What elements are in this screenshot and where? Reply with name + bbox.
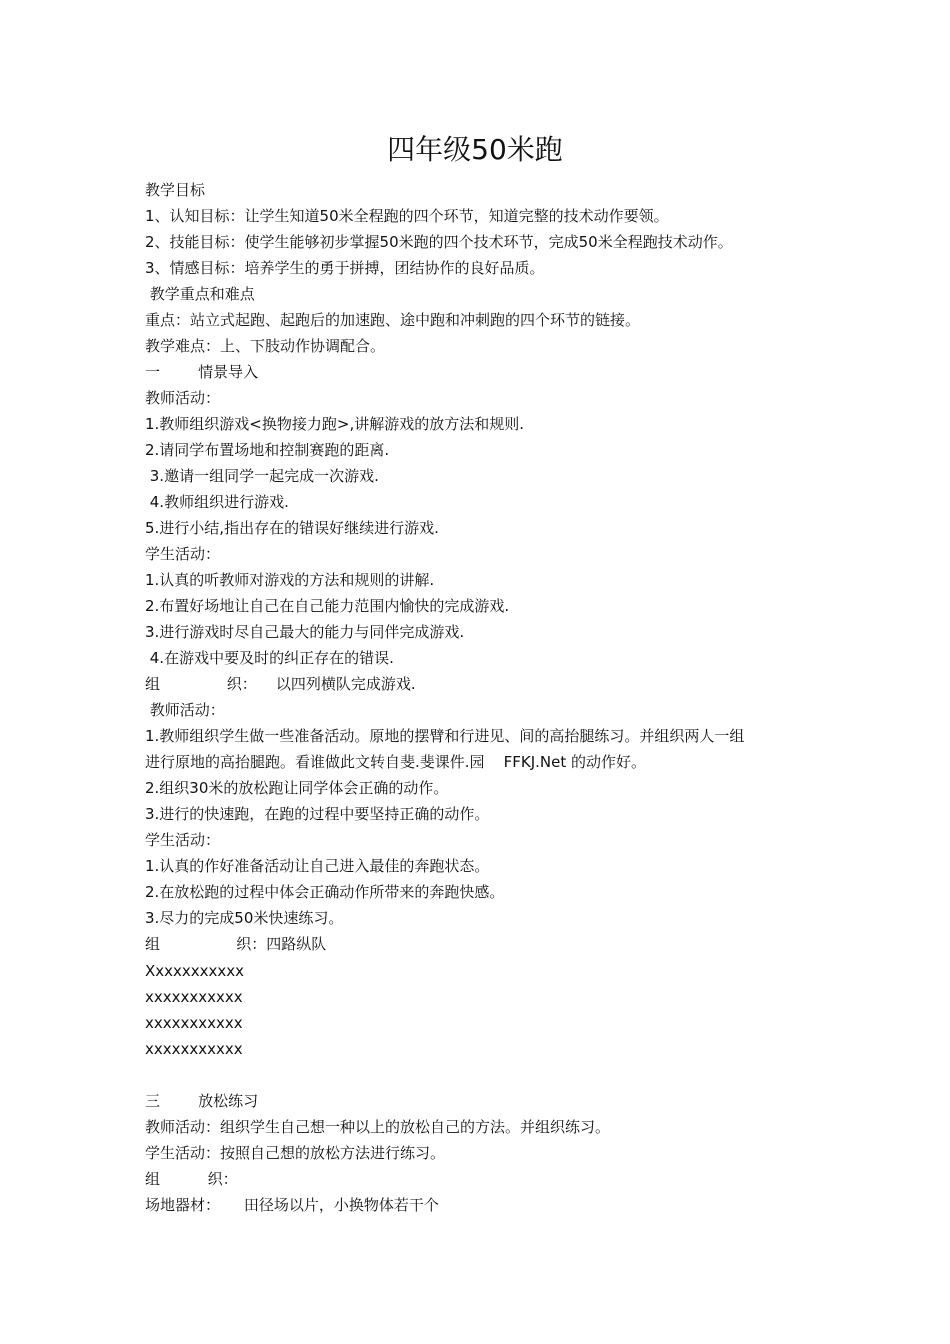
text-line: 1.认真的作好准备活动让自己进入最佳的奔跑状态。 bbox=[145, 857, 490, 875]
text-line: 组 织：四路纵队 bbox=[145, 935, 327, 953]
text-line: 2.请同学布置场地和控制赛跑的距离. bbox=[145, 441, 390, 459]
formation-row: xxxxxxxxxxx bbox=[145, 1014, 243, 1032]
formation-row: xxxxxxxxxxx bbox=[145, 1040, 243, 1058]
text-line: 学生活动： bbox=[145, 545, 221, 563]
text-line: 2.在放松跑的过程中体会正确动作所带来的奔跑快感。 bbox=[145, 883, 505, 901]
text-line: 场地器材： 田径场以片，小换物体若干个 bbox=[145, 1196, 439, 1214]
text-line: 1、认知目标：让学生知道50米全程跑的四个环节，知道完整的技术动作要领。 bbox=[145, 207, 669, 225]
section-heading: 一 情景导入 bbox=[145, 363, 259, 381]
text-line: 重点：站立式起跑、起跑后的加速跑、途中跑和冲刺跑的四个环节的链接。 bbox=[145, 311, 641, 329]
text-line: 学生活动： bbox=[145, 831, 221, 849]
text-line: 3.尽力的完成50米快速练习。 bbox=[145, 909, 344, 927]
text-line: 教学难点：上、下肢动作协调配合。 bbox=[145, 337, 386, 355]
text-line: 3.进行的快速跑，在跑的过程中要坚持正确的动作。 bbox=[145, 805, 490, 823]
text-line: 组 织： 以四列横队完成游戏. bbox=[145, 675, 416, 693]
text-line: 4.教师组织进行游戏. bbox=[145, 493, 289, 511]
text-line: 教学目标 bbox=[145, 181, 206, 199]
text-line: 教学重点和难点 bbox=[145, 285, 255, 303]
text-line: 教师活动：组织学生自己想一种以上的放松自己的方法。并组织练习。 bbox=[145, 1118, 611, 1136]
text-line: 1.教师组织游戏<换物接力跑>,讲解游戏的放方法和规则. bbox=[145, 415, 524, 433]
text-line: 组 织： bbox=[145, 1170, 238, 1188]
text-line: 2.组织30米的放松跑让同学体会正确的动作。 bbox=[145, 779, 449, 797]
text-line: 5.进行小结,指出存在的错误好继续进行游戏. bbox=[145, 519, 439, 537]
formation-row: xxxxxxxxxxx bbox=[145, 988, 243, 1006]
text-line: 3.邀请一组同学一起完成一次游戏. bbox=[145, 467, 379, 485]
text-line: 3.进行游戏时尽自己最大的能力与同伴完成游戏. bbox=[145, 623, 465, 641]
text-line: 3、情感目标：培养学生的勇于拼搏，团结协作的良好品质。 bbox=[145, 259, 545, 277]
text-line: 学生活动：按照自己想的放松方法进行练习。 bbox=[145, 1144, 446, 1162]
text-line: 教师活动： bbox=[145, 389, 221, 407]
text-line: 进行原地的高抬腿跑。看谁做此文转自斐.斐课件.园 FFKJ.Net 的动作好。 bbox=[145, 753, 646, 771]
text-line: 2、技能目标：使学生能够初步掌握50米跑的四个技术环节，完成50米全程跑技术动作。 bbox=[145, 233, 733, 251]
text-line: 2.布置好场地让自己在自己能力范围内愉快的完成游戏. bbox=[145, 597, 510, 615]
formation-row: Xxxxxxxxxxx bbox=[145, 962, 245, 980]
text-line: 1.认真的听教师对游戏的方法和规则的讲解. bbox=[145, 571, 435, 589]
document-title: 四年级50米跑 bbox=[387, 133, 563, 166]
text-line: 4.在游戏中要及时的纠正存在的错误. bbox=[145, 649, 394, 667]
section-heading: 三 放松练习 bbox=[145, 1092, 259, 1110]
text-line: 1.教师组织学生做一些准备活动。原地的摆臂和行进见、间的高抬腿练习。并组织两人一组 bbox=[145, 727, 745, 745]
text-line: 教师活动： bbox=[145, 701, 225, 719]
